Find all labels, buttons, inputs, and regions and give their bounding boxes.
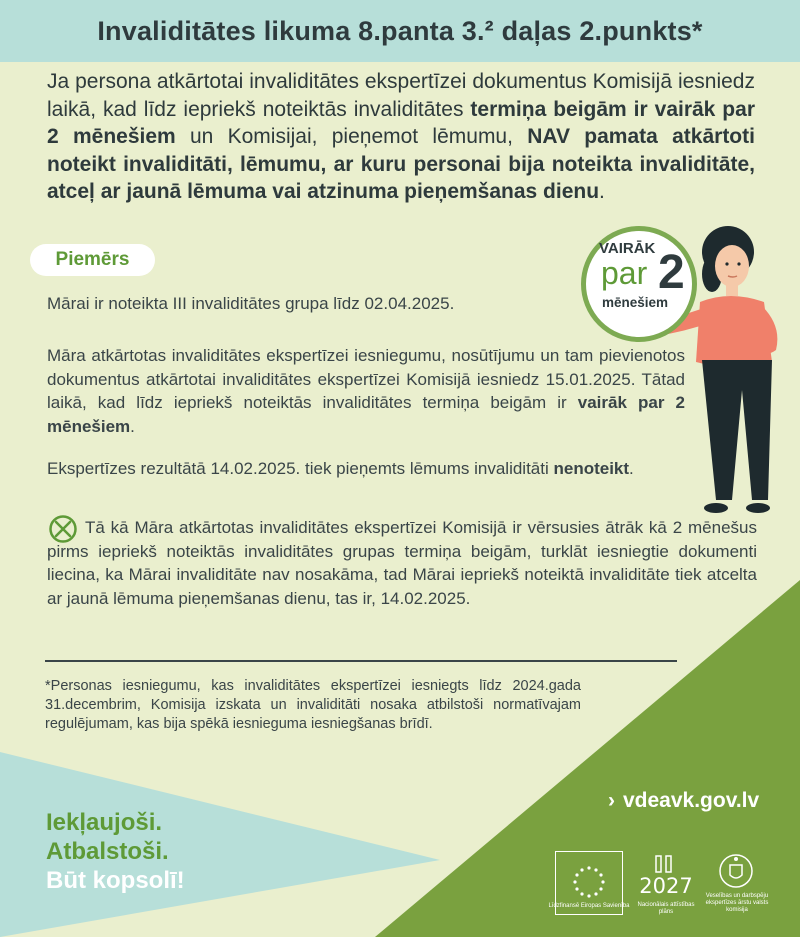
slogan <box>46 808 185 895</box>
page-title: Invaliditātes likuma 8.panta 3.² daļas 2.punkts* <box>97 16 703 46</box>
conclusion-paragraph: Tā kā Māra atkārtotas invaliditātes ekspertīzei Komisijā ir vērsusies ātrāk kā 2 mēnešus pirms iepriekš noteiktās invaliditātes grupas termiņa beigām, turklāt iesniegtie dokumenti liecina, ka Mārai invaliditāte nav nosakāma, tad Mārai iepriekš noteiktā invaliditāte tiek atcelta ar jaunā lēmuma pieņemšanas dienu, tas ir, 14.02.2025. <box>47 518 757 608</box>
slogan-line-1: Iekļaujoši. <box>46 809 163 836</box>
website-link[interactable] <box>608 789 759 813</box>
divider-line <box>45 660 677 662</box>
agency-caption: Veselības un darbspēju ekspertīzes ārstu valsts komisija <box>705 893 769 913</box>
p3-text: Ekspertīzes rezultātā 14.02.2025. tiek pieņemts lēmums invaliditāti <box>47 459 554 478</box>
intro-text-1: Ja persona atkārtotai invaliditātes ekspertīzei dokumentus Komisijā iesniedz laikā, kad līdz iepriekš noteiktās invaliditātes <box>47 70 755 121</box>
example-paragraph-1: Mārai ir noteikta III invaliditātes grupa līdz 02.04.2025. <box>47 294 455 313</box>
p2-text: Māra atkārtotas invaliditātes ekspertīzei iesniegumu, nosūtījumu un tam pievienotos dokumentus atkārtotai invaliditātes ekspertīzei Komisijā iesniedz 15.01.2025. Tātad laikā, kad līdz iepriekš noteiktās invaliditātes termiņa beigām ir <box>47 346 685 412</box>
example-paragraph-2 <box>47 344 685 438</box>
intro-text-3: . <box>599 180 605 203</box>
website-text: vdeavk.gov.lv <box>623 789 760 812</box>
plan-2027-caption: Nacionālais attīstības plāns <box>637 902 695 915</box>
badge-number: 2 <box>658 246 685 299</box>
badge-line1: VAIRĀK <box>599 240 656 257</box>
more-than-2-months-badge <box>581 226 697 342</box>
p3-end: . <box>629 459 634 478</box>
footnote-text: *Personas iesniegumu, kas invaliditātes ekspertīzei iesniegts līdz 2024.gada 31.decembrim, Komisija izskata un invaliditāti nosaka atbilstoši normatīvajam regulējumam, kas bija spēkā iesnieguma iesniegšanas brīdī. <box>45 678 581 732</box>
intro-bold-2: NAV pamata atkārtoti noteikt invaliditāti, lēmumu, ar kuru personai bija noteikta invaliditāte, atceļ ar jaunā lēmuma vai atzinuma pieņemšanas dienu <box>47 125 755 203</box>
badge-line3: mēnešiem <box>602 295 669 310</box>
circle-x-check-icon <box>48 514 78 544</box>
intro-bold-1: termiņa beigām ir vairāk par 2 mēnešiem <box>47 97 755 148</box>
header-band <box>0 0 800 62</box>
slogan-line-3: Būt kopsolī! <box>46 867 185 894</box>
eu-logo-caption: Līdzfinansē Eiropas Savienība <box>548 903 630 909</box>
intro-text-2: un Komisijai, pieņemot lēmumu, <box>175 125 528 148</box>
intro-paragraph <box>47 68 755 206</box>
agency-emblem-icon <box>716 851 756 891</box>
p2-bold: vairāk par 2 mēnešiem <box>47 393 686 436</box>
slogan-line-2: Atbalstoši. <box>46 838 169 865</box>
badge-line2: par <box>601 255 648 291</box>
p2-end: . <box>130 416 135 436</box>
example-label: Piemērs <box>30 244 155 276</box>
chevron-right-icon: › <box>608 789 615 812</box>
p3-bold: nenoteikt <box>553 459 630 478</box>
plan-2027-number: 2027 <box>639 874 693 898</box>
example-paragraph-3 <box>47 457 685 481</box>
